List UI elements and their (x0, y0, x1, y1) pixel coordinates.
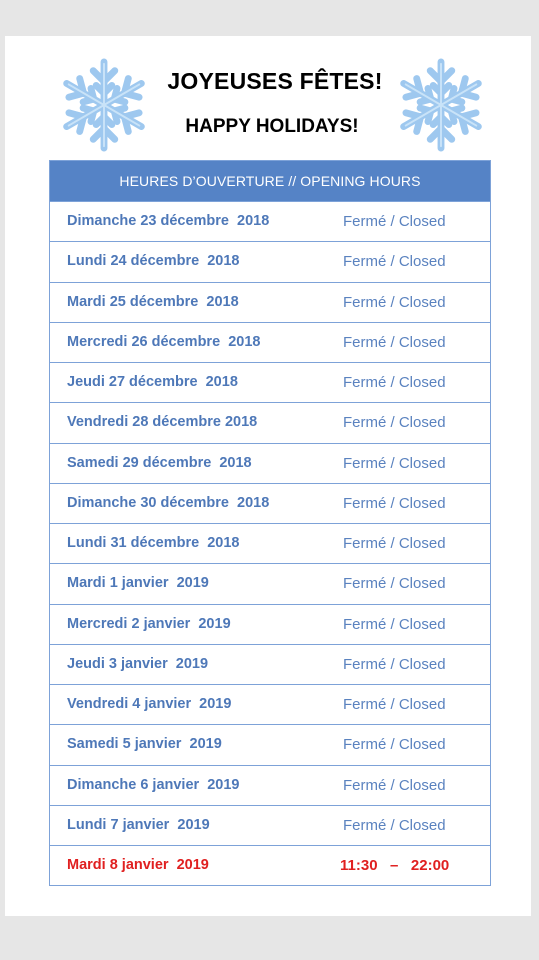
row-status: Fermé / Closed (343, 494, 446, 512)
opening-hours-table (49, 160, 491, 886)
table-row (50, 523, 490, 563)
row-day: Mercredi 2 janvier 2019 (67, 615, 231, 632)
row-day: Vendredi 4 janvier 2019 (67, 696, 232, 712)
row-status: Fermé / Closed (343, 213, 446, 230)
table-row (50, 563, 490, 603)
row-status: Fermé / Closed (343, 333, 446, 351)
table-row (50, 765, 490, 805)
row-day: Mardi 1 janvier 2019 (67, 575, 209, 592)
row-status: Fermé / Closed (343, 615, 446, 633)
row-day: Dimanche 6 janvier 2019 (67, 776, 240, 793)
row-status: Fermé / Closed (343, 816, 446, 834)
row-status: Fermé / Closed (343, 253, 446, 271)
table-row (50, 282, 490, 322)
row-day: Dimanche 23 décembre 2018 (67, 213, 270, 229)
row-day: Samedi 5 janvier 2019 (67, 736, 222, 753)
row-day: Vendredi 28 décembre 2018 (67, 414, 258, 431)
row-day: Lundi 24 décembre 2018 (67, 253, 240, 270)
table-row (50, 604, 490, 644)
table-row (50, 805, 490, 845)
row-day: Jeudi 3 janvier 2019 (67, 655, 209, 672)
document-page (5, 36, 531, 916)
row-status: Fermé / Closed (343, 454, 446, 472)
row-status: Fermé / Closed (343, 736, 446, 754)
row-day: Mardi 8 janvier 2019 (67, 857, 209, 873)
row-day: Mercredi 26 décembre 2018 (67, 333, 261, 350)
row-status: 11:30 – 22:00 (340, 857, 450, 874)
table-row (50, 322, 490, 362)
row-status: Fermé / Closed (343, 293, 446, 311)
row-day: Lundi 7 janvier 2019 (67, 816, 210, 833)
row-day: Samedi 29 décembre 2018 (67, 454, 252, 471)
row-day: Mardi 25 décembre 2018 (67, 293, 239, 310)
table-row (50, 241, 490, 281)
table-row (50, 483, 490, 523)
table-row (50, 362, 490, 402)
row-status: Fermé / Closed (343, 374, 446, 391)
title-french: JOYEUSES FÊTES! (167, 68, 383, 94)
table-row (50, 724, 490, 764)
row-day: Lundi 31 décembre 2018 (67, 535, 240, 551)
table-row (50, 644, 490, 684)
table-body (50, 201, 490, 885)
row-status: Fermé / Closed (343, 575, 446, 593)
row-status: Fermé / Closed (343, 414, 446, 432)
row-status: Fermé / Closed (343, 776, 446, 794)
table-row (50, 402, 490, 442)
row-status: Fermé / Closed (343, 655, 446, 673)
table-row (50, 845, 490, 885)
row-day: Dimanche 30 décembre 2018 (67, 494, 270, 511)
row-status: Fermé / Closed (343, 535, 446, 552)
table-row (50, 684, 490, 724)
table-row (50, 443, 490, 483)
table-heading: HEURES D’OUVERTURE // OPENING HOURS (50, 161, 490, 201)
row-status: Fermé / Closed (343, 696, 446, 713)
title-english: HAPPY HOLIDAYS! (185, 116, 359, 137)
table-row (50, 201, 490, 241)
row-day: Jeudi 27 décembre 2018 (67, 374, 238, 390)
